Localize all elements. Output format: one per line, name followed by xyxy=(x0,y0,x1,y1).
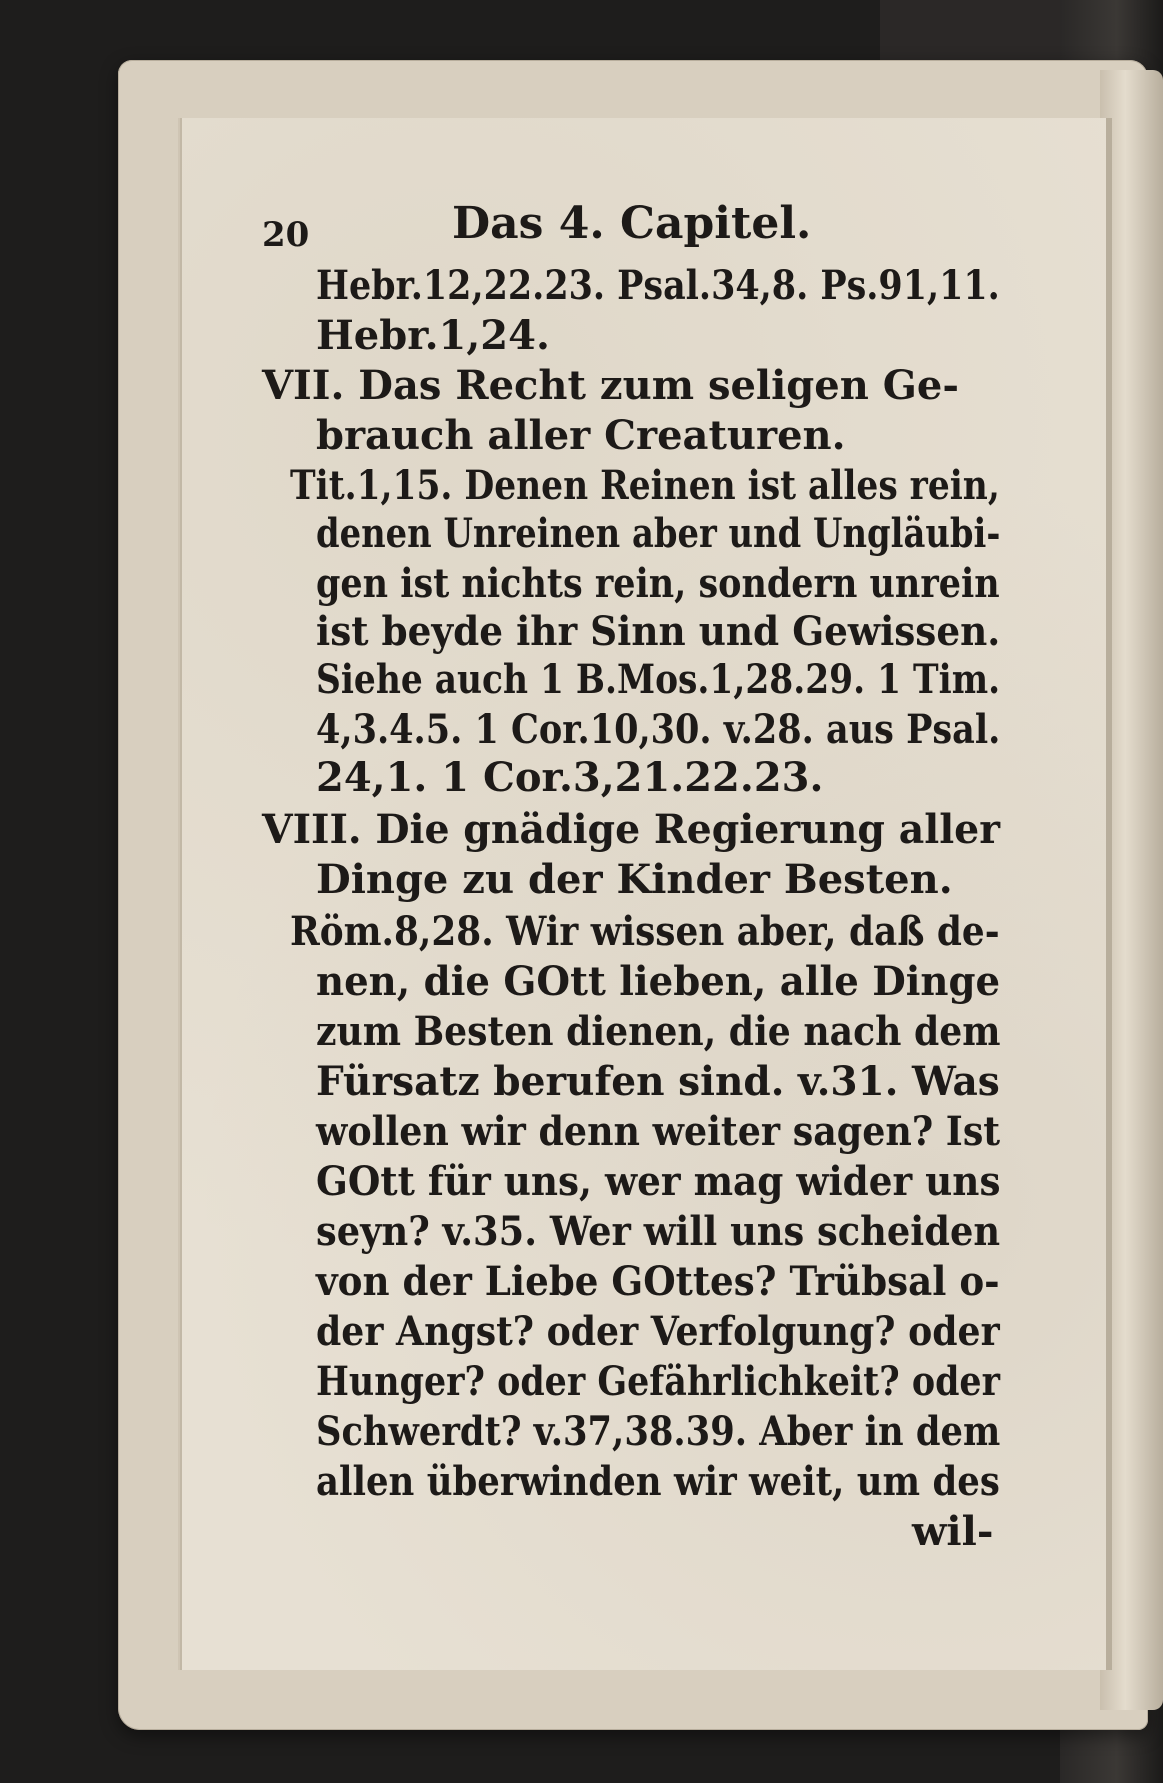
text-line: nen, die GOtt lieben, alle Dinge xyxy=(316,958,1001,1005)
text-line: von der Liebe GOttes? Trübsal o- xyxy=(316,1258,1000,1305)
text-line: Hebr.1,24. xyxy=(316,312,550,359)
text-line: gen ist nichts rein, sondern unrein xyxy=(316,560,1000,607)
section-heading: VIII. Die gnädige Regierung aller xyxy=(262,806,1001,853)
catchword: wil- xyxy=(912,1508,994,1555)
running-head: Das 4. Capitel. xyxy=(452,198,812,249)
text-line: der Angst? oder Verfolgung? oder xyxy=(316,1308,1000,1355)
text-line: ist beyde ihr Sinn und Gewissen. xyxy=(316,608,1001,655)
text-line: seyn? v.35. Wer will uns scheiden xyxy=(316,1208,1001,1255)
section-heading: VII. Das Recht zum seligen Ge- xyxy=(262,362,959,409)
text-line: Hebr.12,22.23. Psal.34,8. Ps.91,11. xyxy=(316,262,1000,309)
text-line: Schwerdt? v.37,38.39. Aber in dem xyxy=(316,1408,1001,1455)
text-line: Fürsatz berufen sind. v.31. Was xyxy=(316,1058,1000,1105)
text-line: GOtt für uns, wer mag wider uns xyxy=(316,1158,1001,1205)
text-line: 4,3.4.5. 1 Cor.10,30. v.28. aus Psal. xyxy=(316,706,1001,753)
page-number: 20 xyxy=(262,215,310,255)
text-line: denen Unreinen aber und Ungläubi- xyxy=(316,510,1001,557)
section-heading: brauch aller Creaturen. xyxy=(316,412,846,459)
text-line: zum Besten dienen, die nach dem xyxy=(316,1008,1001,1055)
text-line: 24,1. 1 Cor.3,21.22.23. xyxy=(316,754,824,801)
text-line: wollen wir denn weiter sagen? Ist xyxy=(316,1108,1001,1155)
text-line: Tit.1,15. Denen Reinen ist alles rein, xyxy=(290,462,1000,509)
text-line: Röm.8,28. Wir wissen aber, daß de- xyxy=(290,908,1000,955)
text-line: Hunger? oder Gefährlichkeit? oder xyxy=(316,1358,1000,1405)
text-line: Siehe auch 1 B.Mos.1,28.29. 1 Tim. xyxy=(316,656,1001,703)
section-heading: Dinge zu der Kinder Besten. xyxy=(316,856,953,903)
text-line: allen überwinden wir weit, um des xyxy=(316,1458,1000,1505)
